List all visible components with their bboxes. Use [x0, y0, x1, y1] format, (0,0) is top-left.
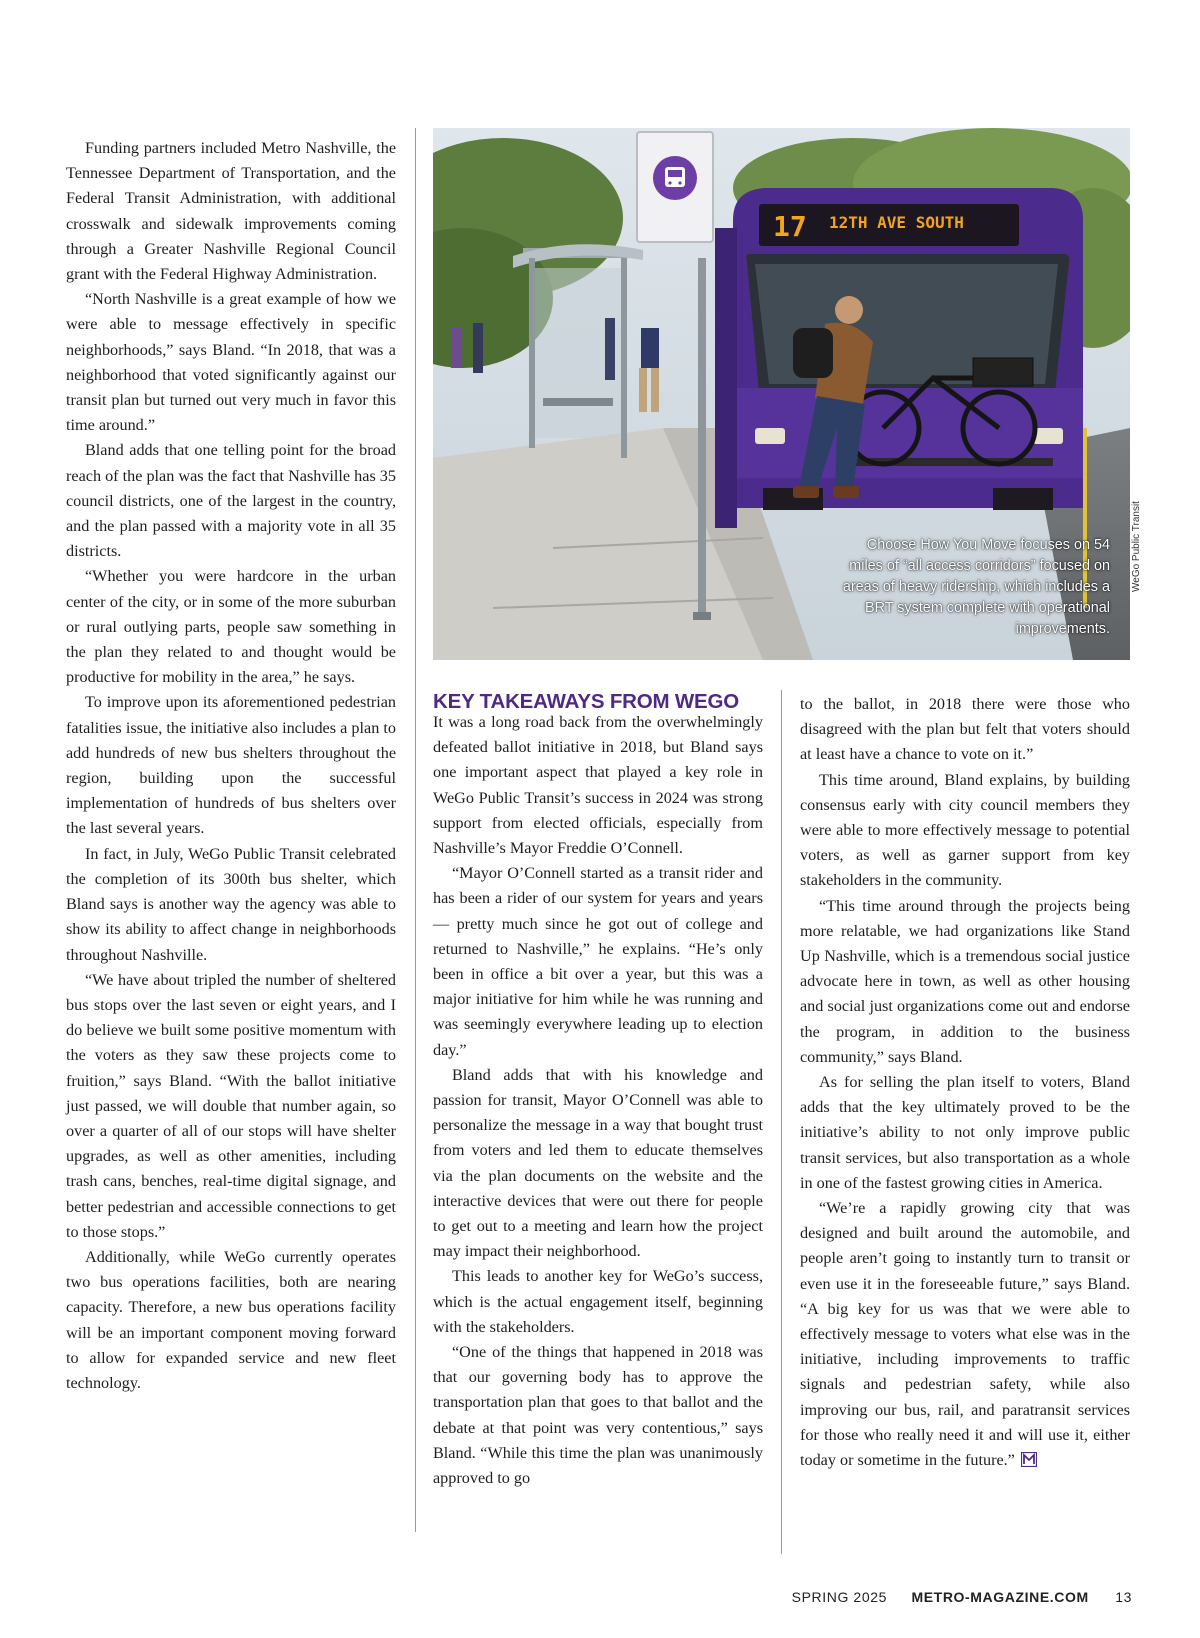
page-footer: [792, 1589, 1132, 1605]
paragraph: This time around, Bland explains, by building consensus early with city council members they were able to more effectively message to potential voters, as well as garner support from key stakeholders in the community.: [800, 770, 1130, 890]
paragraph: “North Nashville is a great example of how we were able to message effectively in specific neighborhoods,” says Bland. “In 2018, that was a neighborhood that voted significantly against our transit plan but turned out very much in favor this time around.”: [66, 290, 396, 435]
paragraph: to the ballot, in 2018 there were those who disagreed with the plan but felt that voters should at least have a chance to vote on it.”: [800, 695, 1130, 764]
paragraph: Bland adds that with his knowledge and passion for transit, Mayor O’Connell was able to personalize the message in a way that bought trust from voters and led them to educate themselves via the plan documents on the website and the interactive devices that were out there for people to get out to a meeting and learn how the project may impact their neighborhood.: [433, 1065, 763, 1261]
site-url: METRO-MAGAZINE.COM: [911, 1589, 1089, 1605]
paragraph-final: [800, 1196, 1130, 1473]
photo-credit: WeGo Public Transit: [1131, 501, 1142, 592]
paragraph: Funding partners included Metro Nashville, the Tennessee Department of Transportation, and the Federal Transit Administration, with additional crosswalk and sidewalk improvements coming through a Greater Nashville Regional Council grant with the Federal Highway Administration.: [66, 139, 396, 284]
paragraph: “We have about tripled the number of sheltered bus stops over the last seven or eight years, and I do believe we built some positive momentum with the voters as they saw these projects come to fruition,” says Bland. “With the ballot initiative just passed, we will double that number again, so over a quarter of all of our stops will have shelter upgrades, as well as other amenities, including trash cans, benches, real-time digital signage, and better pedestrian and accessible connections to get to those stops.”: [66, 970, 396, 1241]
bus-stop-photo: [433, 128, 1130, 660]
column-divider: [415, 128, 416, 1532]
paragraph: It was a long road back from the overwhelmingly defeated ballot initiative in 2018, but Bland says one important aspect that played a key role in WeGo Public Transit’s success in 2024 was strong support from elected officials, especially from Nashville’s Mayor Freddie O’Connell.: [433, 713, 763, 858]
paragraph: To improve upon its aforementioned pedestrian fatalities issue, the initiative also includes a plan to add hundreds of new bus shelters throughout the region, building upon the successful implementation of hundreds of bus shelters over the last several years.: [66, 693, 396, 838]
photo-caption: Choose How You Move focuses on 54 miles of “all access corridors” focused on areas of heavy ridership, which includes a BRT system complete with operational improvements.: [842, 537, 1110, 637]
bus-route-number: 17: [773, 210, 807, 243]
paragraph: In fact, in July, WeGo Public Transit celebrated the completion of its 300th bus shelter, which Bland says is another way the agency was able to show its ability to affect change in neighborhoods throughout Nashville.: [66, 844, 396, 964]
column-divider: [781, 690, 782, 1554]
paragraph: “One of the things that happened in 2018 was that our governing body has to approve the transportation plan that goes to that ballot and the debate at that point was very contentious,” says Bland. “While this time the plan was unanimously approved to go: [433, 1343, 763, 1488]
paragraph: Bland adds that one telling point for the broad reach of the plan was the fact that Nashville has 35 council districts, one of the largest in the country, and the plan passed with a majority vote in all 35 districts.: [66, 441, 396, 561]
final-paragraph-text: “We’re a rapidly growing city that was designed and built around the automobile, and people aren’t going to instantly turn to transit or even use it in the foreseeable future,” says Bland. “A big key for us was that we were able to effectively message to voters what else was in the initiative, including improvements to traffic signals and pedestrian safety, while also improving our bus, rail, and paratransit services for those who really need it and will use it, either today or sometime in the future.”: [800, 1199, 1130, 1470]
section-heading: KEY TAKEAWAYS FROM WEGO: [433, 690, 739, 713]
paragraph: “Mayor O’Connell started as a transit rider and has been a rider of our system for years and years — pretty much since he got out of college and returned to Nashville,” he explains. “He’s only been in office a bit over a year, but this was a major initiative for him while he was running and was seemingly everywhere leading up to election day.”: [433, 864, 763, 1059]
paragraph: “Whether you were hardcore in the urban center of the city, or in some of the more suburban or rural outlying parts, people saw something in the plan they related to and thought would be productive for mobility in the area,” he says.: [66, 567, 396, 687]
paragraph: As for selling the plan itself to voters, Bland adds that the key ultimately proved to be the initiative’s ability to not only improve public transit services, but also transportation as a whole in one of the fastest growing cities in America.: [800, 1073, 1130, 1192]
paragraph: “This time around through the projects being more relatable, we had organizations like Stand Up Nashville, which is a tremendous social justice advocate here in town, as well as other housing and social just organizations come out and endorse the program, in addition to the business community,” says Bland.: [800, 896, 1130, 1066]
page-number: 13: [1115, 1589, 1132, 1605]
issue-label: SPRING 2025: [791, 1589, 887, 1605]
article-column-right: [800, 692, 1130, 1473]
metro-m-logo-icon: [1021, 1452, 1037, 1467]
article-column-middle: [433, 710, 763, 1491]
paragraph: This leads to another key for WeGo’s success, which is the actual engagement itself, beginning with the stakeholders.: [433, 1267, 763, 1336]
paragraph: Additionally, while WeGo currently operates two bus operations facilities, both are nearing capacity. Therefore, a new bus operations facility will be an important component moving forward to allow for expanded service and new fleet technology.: [66, 1247, 396, 1392]
bus-destination-sign: 12TH AVE SOUTH: [829, 213, 964, 232]
article-column-left: [66, 136, 396, 1396]
